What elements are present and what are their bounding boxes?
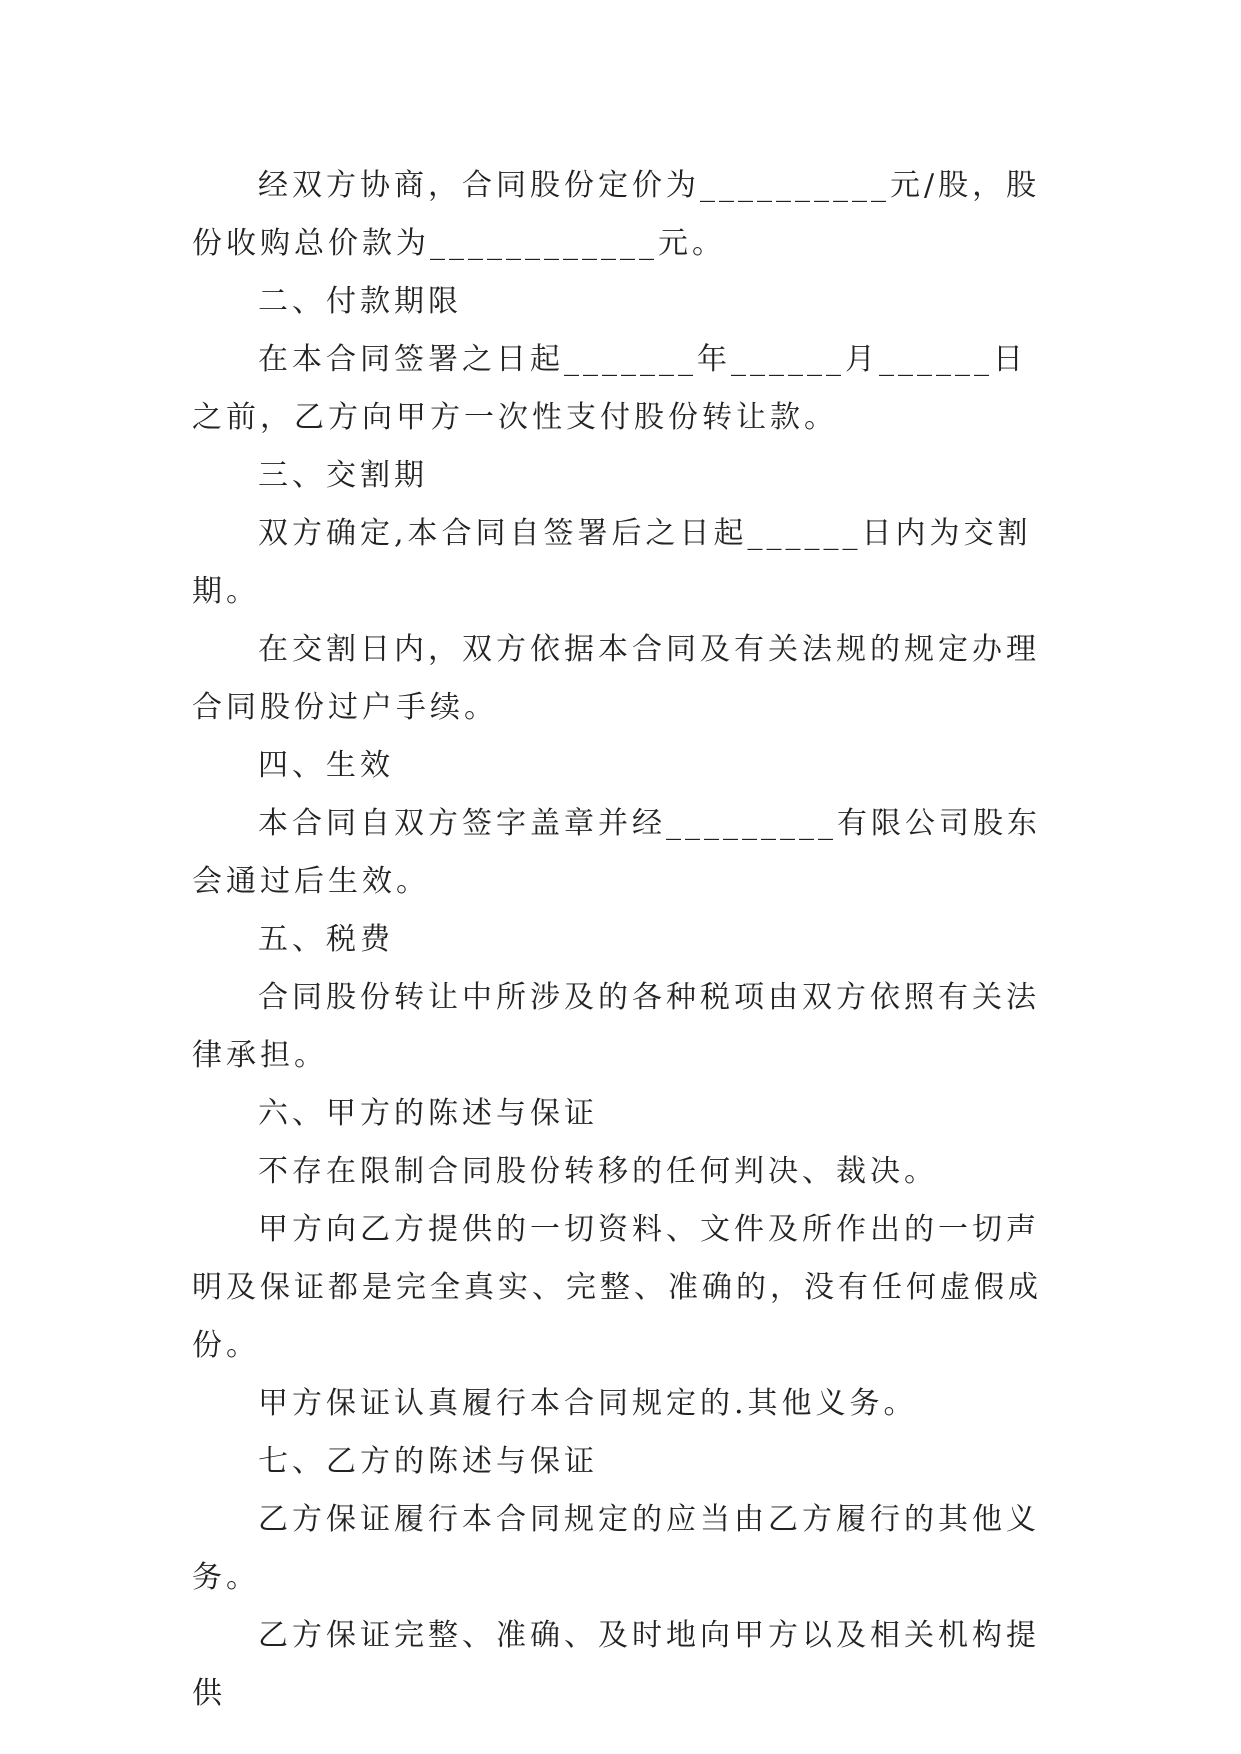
heading-party-a-warranties: 六、甲方的陈述与保证	[258, 1096, 598, 1131]
paragraph-party-a-obligations: 甲方保证认真履行本合同规定的.其他义务。	[258, 1386, 918, 1421]
paragraph-delivery-period: 双方确定,本合同自签署后之日起______日内为交割期。	[192, 516, 1032, 609]
contract-body	[192, 157, 1052, 1723]
heading-party-b-warranties: 七、乙方的陈述与保证	[258, 1444, 598, 1479]
heading-taxes: 五、税费	[258, 922, 394, 957]
heading-delivery-period: 三、交割期	[258, 458, 428, 493]
paragraph-party-b-obligations: 乙方保证履行本合同规定的应当由乙方履行的其他义务。	[192, 1502, 1040, 1595]
heading-effectiveness: 四、生效	[258, 748, 394, 783]
paragraph-no-restriction: 不存在限制合同股份转移的任何判决、裁决。	[258, 1154, 938, 1189]
paragraph-transfer-procedure: 在交割日内，双方依据本合同及有关法规的规定办理合同股份过户手续。	[192, 632, 1040, 725]
paragraph-price-clause: 经双方协商，合同股份定价为__________元/股，股份收购总价款为____________元。	[192, 168, 1041, 261]
paragraph-party-b-disclosure: 乙方保证完整、准确、及时地向甲方以及相关机构提供	[192, 1618, 1040, 1711]
paragraph-effectiveness: 本合同自双方签字盖章并经_________有限公司股东会通过后生效。	[192, 806, 1041, 899]
paragraph-payment-deadline: 在本合同签署之日起_______年______月______日之前，乙方向甲方一次性支付股份转让款。	[192, 342, 1027, 435]
heading-payment-term: 二、付款期限	[258, 284, 462, 319]
paragraph-party-a-materials: 甲方向乙方提供的一切资料、文件及所作出的一切声明及保证都是完全真实、完整、准确的，没有任何虚假成份。	[192, 1212, 1042, 1363]
paragraph-taxes: 合同股份转让中所涉及的各种税项由双方依照有关法律承担。	[192, 980, 1040, 1073]
